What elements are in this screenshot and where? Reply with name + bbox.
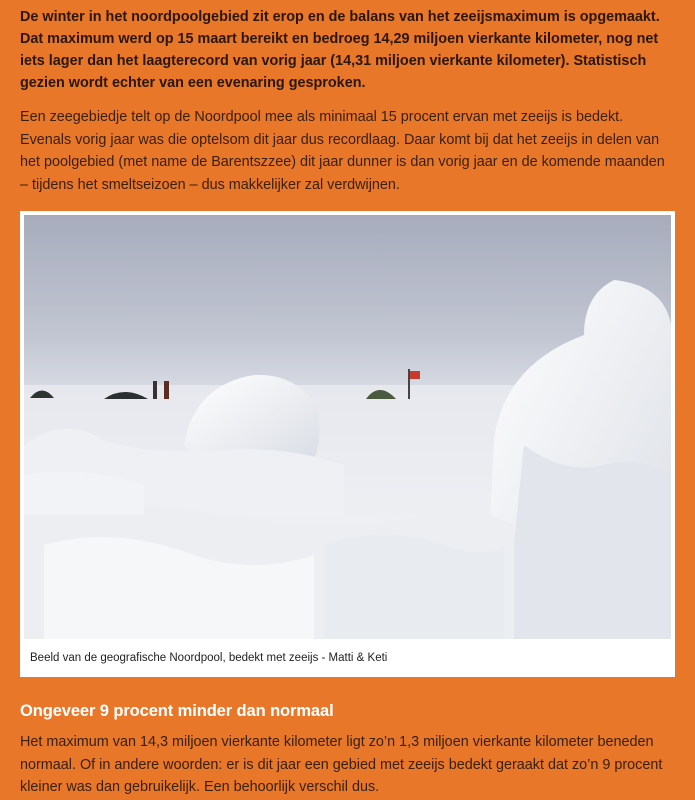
section-heading: Ongeveer 9 procent minder dan normaal xyxy=(20,702,334,720)
article-body xyxy=(20,0,675,196)
body-paragraph: Een zeegebiedje telt op de Noordpool mee als minimaal 15 procent ervan met zeeijs is bedekt. Evenals vorig jaar was die optelsom dit jaar dus recordlaag. Daar komt bij dat het zeeijs in delen van het poolgebied (met name de Barentszzee) dit jaar dunner is dan vorig jaar en de komende maanden – tijdens het smeltseizoen – dus makkelijker zal verdwijnen. xyxy=(20,109,665,193)
lead-paragraph: De winter in het noordpoolgebied zit erop en de balans van het zeeijsmaximum is opgemaakt. Dat maximum werd op 15 maart bereikt en bedroeg 14,29 miljoen vierkante kilometer, nog net iets lager dan het laagterecord van vorig jaar (14,31 miljoen vierkante kilometer). Statistisch gezien wordt echter van een evenaring gesproken. xyxy=(20,9,660,91)
north-pole-photo xyxy=(24,215,671,639)
figure-caption: Beeld van de geografische Noordpool, bedekt met zeeijs - Matti & Keti xyxy=(30,652,388,664)
body-paragraph-2: Het maximum van 14,3 miljoen vierkante kilometer ligt zo’n 1,3 miljoen vierkante kilometer beneden normaal. Of in andere woorden: er is dit jaar een gebied met zeeijs bedekt geraakt dat zo’n 9 procent kleiner was dan gebruikelijk. Een behoorlijk verschil dus. xyxy=(20,734,663,795)
article-figure xyxy=(20,211,675,677)
